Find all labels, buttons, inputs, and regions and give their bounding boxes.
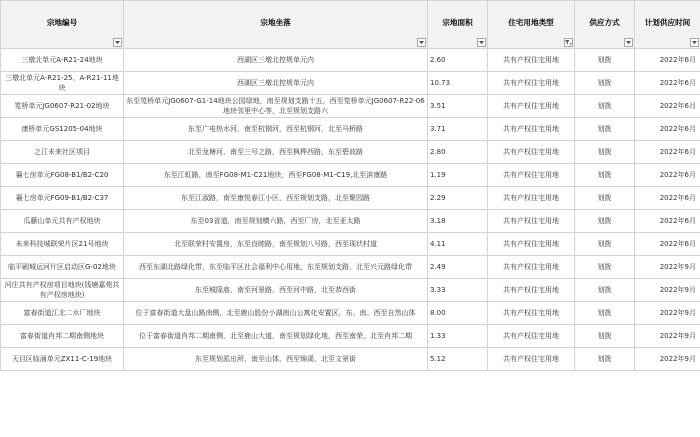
cell-plot-id[interactable]: 天目区临涌单元ZX11-C-19地块 <box>1 348 124 371</box>
cell-area[interactable]: 3.71 <box>428 118 488 141</box>
cell-plot-id[interactable]: 襄七房单元FG09-B1/B2-C37 <box>1 187 124 210</box>
cell-area[interactable]: 4.11 <box>428 233 488 256</box>
dropdown-arrow-icon <box>626 41 631 45</box>
cell-housing-type[interactable]: 共有产权住宅用地 <box>488 302 575 325</box>
cell-plot-id[interactable]: 三墩北单元A-R21-25、A-R21-11地块 <box>1 72 124 95</box>
cell-plot-id[interactable]: 未来科技城联荣片区21号地块 <box>1 233 124 256</box>
cell-area[interactable]: 3.51 <box>428 95 488 118</box>
cell-housing-type[interactable]: 共有产权住宅用地 <box>488 325 575 348</box>
cell-plot-id[interactable]: 笕桥单元JG0607-R21-02地块 <box>1 95 124 118</box>
cell-housing-type[interactable]: 共有产权住宅用地 <box>488 164 575 187</box>
cell-location[interactable]: 东至规划派出所，南至山体，西至锦溪，北至文景街 <box>124 348 428 371</box>
cell-location[interactable]: 西湖区三墩北控规单元内 <box>124 72 428 95</box>
header-label-area: 宗地面积 <box>442 18 473 27</box>
cell-location[interactable]: 北至联荣村安置房，东至良睦路，南至规划八号路，西至现状村道 <box>124 233 428 256</box>
table-row <box>1 302 700 325</box>
header-row <box>1 1 700 49</box>
cell-housing-type[interactable]: 共有产权住宅用地 <box>488 118 575 141</box>
cell-housing-type[interactable]: 共有产权住宅用地 <box>488 49 575 72</box>
table-row <box>1 348 700 371</box>
cell-location[interactable]: 东至江虹路，南至FG08-M1-C21地块，西至FG08-M1-C19,北至滨康路 <box>124 164 428 187</box>
cell-planned-time[interactable]: 2022年6月 <box>635 49 700 72</box>
table-row <box>1 210 700 233</box>
cell-location[interactable]: 北至龙塘河，南至三号之路，西至枫桦西路，东至碧波路 <box>124 141 428 164</box>
cell-planned-time[interactable]: 2022年6月 <box>635 187 700 210</box>
cell-location[interactable]: 东至城隍庙，南至河景路，西至河中路，北至恭西街 <box>124 279 428 302</box>
header-label-supply-method: 供应方式 <box>589 18 620 27</box>
cell-area[interactable]: 5.12 <box>428 348 488 371</box>
cell-supply-method[interactable]: 划拨 <box>575 164 635 187</box>
table-row <box>1 95 700 118</box>
cell-area[interactable]: 3.33 <box>428 279 488 302</box>
cell-supply-method[interactable]: 划拨 <box>575 348 635 371</box>
header-cell-planned-time <box>635 1 700 49</box>
dropdown-arrow-icon <box>115 41 120 45</box>
cell-area[interactable]: 2.80 <box>428 141 488 164</box>
cell-supply-method[interactable]: 划拨 <box>575 49 635 72</box>
table-row <box>1 72 700 95</box>
cell-plot-id[interactable]: 河庄共有产权房项目地块(钱塘嘉苑共有产权房地块) <box>1 279 124 302</box>
cell-planned-time[interactable]: 2022年9月 <box>635 279 700 302</box>
cell-housing-type[interactable]: 共有产权住宅用地 <box>488 279 575 302</box>
cell-area[interactable]: 1.19 <box>428 164 488 187</box>
dropdown-arrow-icon <box>692 41 697 45</box>
cell-plot-id[interactable]: 富春街道江北二水厂地块 <box>1 302 124 325</box>
table-row <box>1 187 700 210</box>
cell-planned-time[interactable]: 2022年9月 <box>635 256 700 279</box>
cell-plot-id[interactable]: 三墩北单元A-R21-24地块 <box>1 49 124 72</box>
cell-planned-time[interactable]: 2022年9月 <box>635 348 700 371</box>
cell-planned-time[interactable]: 2022年6月 <box>635 72 700 95</box>
cell-supply-method[interactable]: 划拨 <box>575 95 635 118</box>
table-row <box>1 164 700 187</box>
filter-button-planned-time[interactable] <box>690 38 699 47</box>
cell-area[interactable]: 2.60 <box>428 49 488 72</box>
header-label-location: 宗地坐落 <box>260 18 291 27</box>
header-label-plot-id: 宗地编号 <box>46 18 78 27</box>
cell-supply-method[interactable]: 划拨 <box>575 325 635 348</box>
cell-housing-type[interactable]: 共有产权住宅用地 <box>488 187 575 210</box>
table-row <box>1 325 700 348</box>
cell-planned-time[interactable]: 2022年9月 <box>635 325 700 348</box>
cell-planned-time[interactable]: 2022年6月 <box>635 210 700 233</box>
header-cell-supply-method <box>575 1 635 49</box>
cell-housing-type[interactable]: 共有产权住宅用地 <box>488 141 575 164</box>
cell-location[interactable]: 西至东湖北路绿化带，东至临平区社会福利中心用地，东至规划支路，北至兴元路绿化带 <box>124 256 428 279</box>
cell-planned-time[interactable]: 2022年9月 <box>635 302 700 325</box>
table-row <box>1 279 700 302</box>
cell-supply-method[interactable]: 划拨 <box>575 210 635 233</box>
cell-location[interactable]: 西湖区三墩北控规单元内 <box>124 49 428 72</box>
cell-housing-type[interactable]: 共有产权住宅用地 <box>488 233 575 256</box>
cell-planned-time[interactable]: 2022年6月 <box>635 233 700 256</box>
table-row <box>1 233 700 256</box>
cell-area[interactable]: 8.00 <box>428 302 488 325</box>
cell-location[interactable]: 位于富春街道大盘山路南侧，北至鹿山股份小湖南山公寓化安置区，东、南、西至自然山体 <box>124 302 428 325</box>
cell-supply-method[interactable]: 划拨 <box>575 256 635 279</box>
table-row <box>1 141 700 164</box>
cell-area[interactable]: 10.73 <box>428 72 488 95</box>
dropdown-arrow-icon <box>419 41 424 45</box>
cell-plot-id[interactable]: 康桥单元GS1205-04地块 <box>1 118 124 141</box>
filter-button-location[interactable] <box>417 38 426 47</box>
header-cell-area <box>428 1 488 49</box>
cell-planned-time[interactable]: 2022年6月 <box>635 95 700 118</box>
table-row <box>1 256 700 279</box>
cell-housing-type[interactable]: 共有产权住宅用地 <box>488 210 575 233</box>
cell-area[interactable]: 1.33 <box>428 325 488 348</box>
header-label-planned-time: 计划供应时间 <box>644 18 691 27</box>
cell-supply-method[interactable]: 划拨 <box>575 233 635 256</box>
cell-planned-time[interactable]: 2022年6月 <box>635 141 700 164</box>
cell-area[interactable]: 2.49 <box>428 256 488 279</box>
cell-housing-type[interactable]: 共有产权住宅用地 <box>488 256 575 279</box>
header-cell-plot-id <box>1 1 124 49</box>
table-row <box>1 118 700 141</box>
cell-housing-type[interactable]: 共有产权住宅用地 <box>488 348 575 371</box>
cell-location[interactable]: 东至广电热水河，南至杭钢河，西至杭钢河，北至马桥路 <box>124 118 428 141</box>
cell-plot-id[interactable]: 襄七房单元FG08-B1/B2-C20 <box>1 164 124 187</box>
table-row <box>1 49 700 72</box>
cell-location[interactable]: 位于富春街道肖邦二期南侧，北至鹿山大道，南至规划绿化地，西至南荣，北至肖邦二期 <box>124 325 428 348</box>
cell-supply-method[interactable]: 划拨 <box>575 187 635 210</box>
filter-button-area[interactable] <box>477 38 486 47</box>
cell-location[interactable]: 东至03省道，南至规划横六路，西至厂房，北至亚太路 <box>124 210 428 233</box>
cell-supply-method[interactable]: 划拨 <box>575 279 635 302</box>
filter-button-supply-method[interactable] <box>624 38 633 47</box>
cell-supply-method[interactable]: 划拨 <box>575 141 635 164</box>
cell-area[interactable]: 2.29 <box>428 187 488 210</box>
filter-button-plot-id[interactable] <box>113 38 122 47</box>
cell-area[interactable]: 3.18 <box>428 210 488 233</box>
cell-location[interactable]: 东至笕桥单元JG0607-G1-14地块公园绿地，南至规划支路十五，西至笕桥单元JG0607-R22-06地块邻里中心等，北至规划支路六 <box>124 95 428 118</box>
cell-housing-type[interactable]: 共有产权住宅用地 <box>488 95 575 118</box>
dropdown-arrow-icon <box>479 41 484 45</box>
cell-supply-method[interactable]: 划拨 <box>575 72 635 95</box>
header-label-housing-type: 住宅用地类型 <box>508 18 554 27</box>
cell-location[interactable]: 东至江淑路，南至康悦春江小区，西至规划支路，北至聚园路 <box>124 187 428 210</box>
cell-supply-method[interactable]: 划拨 <box>575 302 635 325</box>
cell-plot-id[interactable]: 之江未来社区项目 <box>1 141 124 164</box>
cell-plot-id[interactable]: 富春街道肖邦二期南侧地块 <box>1 325 124 348</box>
cell-plot-id[interactable]: 临平刷城运河片区启动区G-02地块 <box>1 256 124 279</box>
cell-plot-id[interactable]: 瓜藤山单元共有产权地块 <box>1 210 124 233</box>
cell-planned-time[interactable]: 2022年6月 <box>635 164 700 187</box>
cell-supply-method[interactable]: 划拨 <box>575 118 635 141</box>
filter-button-housing-type[interactable] <box>564 38 573 47</box>
header-cell-housing-type <box>488 1 575 49</box>
header-cell-location <box>124 1 428 49</box>
filter-funnel-icon <box>565 40 572 46</box>
cell-housing-type[interactable]: 共有产权住宅用地 <box>488 72 575 95</box>
cell-planned-time[interactable]: 2022年6月 <box>635 118 700 141</box>
